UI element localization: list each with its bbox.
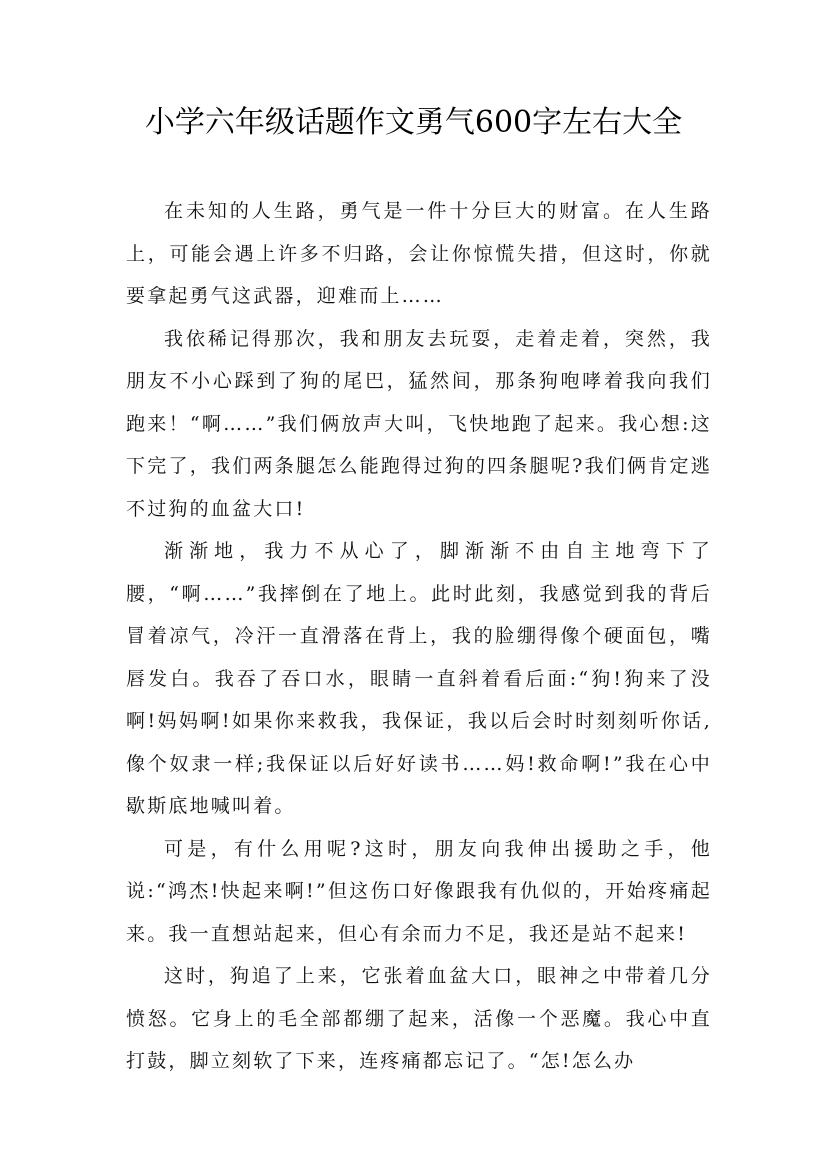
document-title: 小学六年级话题作文勇气600字左右大全 [144,105,683,140]
paragraph: 我依稀记得那次，我和朋友去玩耍，走着走着，突然，我朋友不小心踩到了狗的尾巴，猛然间，那条狗咆哮着我向我们跑来！“啊……”我们俩放声大叫，飞快地跑了起来。我心想:这下完了，我们两条腿怎么能跑得过狗的四条腿呢?我们俩肯定逃不过狗的血盆大口! [126,327,712,520]
paragraph: 渐渐地，我力不从心了，脚渐渐不由自主地弯下了腰，“啊……”我摔倒在了地上。此时此刻，我感觉到我的背后冒着凉气，冷汗一直滑落在背上，我的脸绷得像个硬面包，嘴唇发白。我吞了吞口水，眼睛一直斜着看后面:“狗!狗来了没啊!妈妈啊!如果你来救我，我保证，我以后会时时刻刻听你话,像个奴隶一样;我保证以后好好读书……妈!救命啊!”我在心中歇斯底地喊叫着。 [126,540,712,817]
document-body [126,190,712,1083]
paragraph: 在未知的人生路，勇气是一件十分巨大的财富。在人生路上，可能会遇上许多不归路，会让你惊慌失措，但这时，你就要拿起勇气这武器，迎难而上…… [126,200,712,307]
paragraph: 可是，有什么用呢?这时，朋友向我伸出援助之手，他说:“鸿杰!快起来啊!”但这伤口好像跟我有仇似的，开始疼痛起来。我一直想站起来，但心有余而力不足，我还是站不起来! [126,837,712,945]
paragraph: 这时，狗追了上来，它张着血盆大口，眼神之中带着几分愤怒。它身上的毛全部都绷了起来，活像一个恶魔。我心中直打鼓，脚立刻软了下来，连疼痛都忘记了。“怎!怎么办 [126,965,712,1072]
